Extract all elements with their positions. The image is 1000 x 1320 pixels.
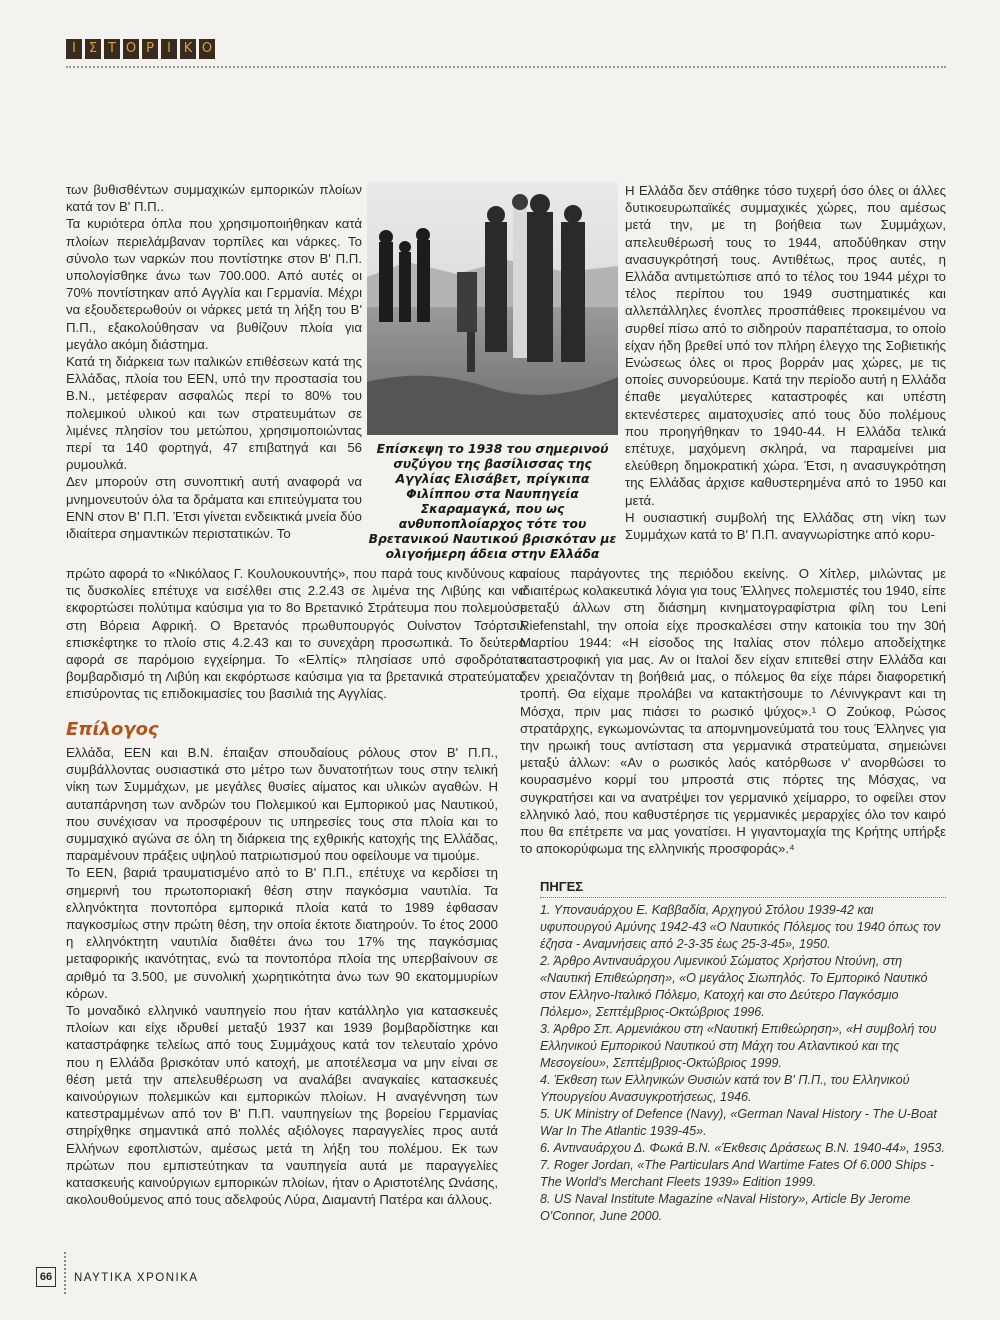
right-wide-column [520, 565, 946, 857]
paragraph: Κατά τη διάρκεια των ιταλικών επιθέσεων κατά της Ελλάδας, πλοία του ΕΕΝ, υπό την προστασία του Β.Ν., μετέφεραν ασφαλώς περί το 80% του πολεμικού υλικού και των στρατευμάτων σε λιμένες πλησίον του μετώπου, χρησιμοποιώντας περί τα 140 φορτηγά, 47 επιβατηγά και 56 ρυμουλκά. [66, 354, 362, 473]
epilogue-column [66, 744, 498, 1208]
section-letter: Ι [161, 39, 177, 59]
section-letter: Σ [85, 39, 101, 59]
paragraph: φαίους παράγοντες της περιόδου εκείνης. Ο Χίτλερ, μιλώντας με ιδιαιτέρως κολακευτικά λόγια για τους Έλληνες πολεμιστές του 1940, είπε μεταξύ άλλων στη διάσημη κινηματογραφίστρια φίλη του Leni Riefenstahl, την οποία είχε προσκαλέσει στην κατοικία του την 30ή Μαρτίου 1944: «Η είσοδος της Ιταλίας στον πόλεμο αποδείχτηκε καταστροφική για μας. Αν οι Ιταλοί δεν είχαν επιτεθεί στην Ελλάδα και δεν χρειαζόνταν τη βοήθειά μας, ο πόλεμος θα είχε πάρει διαφορετική τροπή. Θα είχαμε προλάβει να κατακτήσουμε το Λένινγκραντ και τη Μόσχα, πριν μας πιάσει το ρωσικό ψύχος».¹ Ο Ζούκοφ, Ρώσος στρατάρχης, εγκωμονώντας τα απομνημονεύματά του τους Έλληνες για την ηρωική τους αντίσταση στα γερμανικά στρατεύματα, σημειώνει μεταξύ άλλων: «Αν ο ρωσικός λαός κατόρθωσε ν' ανορθώσει το κουρασμένο κορμί του μπροστά στις πόρτες της Μόσχας, να συγκρατήσει και να ανατρέψει τον γερμανικό χείμαρρο, το οφείλει στον ελληνικό λαό, που καθυστέρησε τις γερμανικές μεραρχίες όλο τον καιρό που θα επέτρεπε να μας γονατίσει. Η γιγαντομαχία της Κρήτης υπήρξε το αποκορύφωμα της ελληνικής προσφοράς».⁴ [520, 566, 946, 857]
historical-photo [367, 182, 618, 435]
sources-list [540, 902, 946, 1225]
section-letter: Τ [104, 39, 120, 59]
source-item: 5. UK Ministry of Defence (Navy), «German Naval History - The U-Boat War In The Atlantic 1939-45». [540, 1107, 937, 1138]
section-letter: Ο [199, 39, 215, 59]
source-item: 1. Υποναυάρχου Ε. Καββαδία, Αρχηγού Στόλου 1939-42 και υφυπουργού Αμύνης 1942-43 «Ο Ναυτικός Πόλεμος του 1940 όπως τον έζησα - Αναμνήσεις από 2-3-35 έως 25-3-45», 1950. [540, 903, 941, 951]
section-letter: Ι [66, 39, 82, 59]
source-item: 3. Άρθρο Σπ. Αρμενιάκου στη «Ναυτική Επιθεώρηση», «Η συμβολή του Ελληνικού Εμπορικού Ναυτικού στη Μάχη του Ατλαντικού και της Μεσογείου», Σεπτέμβριος-Οκτώβριος 1999. [540, 1022, 937, 1070]
epilogue-title: Επίλογος [66, 719, 159, 740]
paragraph: πρώτο αφορά το «Νικόλαος Γ. Κουλουκουντής», που παρά τους κινδύνους και τις δυσκολίες επέτυχε να εισέλθει στις 2.2.43 σε λιμένα της Λιβύης και να εκφορτώσει πολύτιμα καύσιμα για το 8ο Βρετανικό Στράτευμα που πολεμούσε στη Βόρεια Αφρική. Ο Βρετανός πρωθυπουργός Ουίνστον Τσόρτσιλ επισκέφτηκε το πλοίο στις 4.2.43 και το συνεχάρη προσωπικά. Το δεύτερο αφορά σε παρόμοιο εγχείρημα. Το «Ελπίς» πλησίασε υπό σφοδρότατο βομβαρδισμό τη Λιβύη και εκφόρτωσε καύσιμα για τα βρετανικά στρατεύματα, επισύροντας τις επιδοκιμασίες του βασιλιά της Αγγλίας. [66, 566, 526, 702]
paragraph: Η Ελλάδα δεν στάθηκε τόσο τυχερή όσο όλες οι άλλες δυτικοευρωπαϊκές συμμαχικές χώρες, που αμέσως μετά την, με τη βοήθεια των Συμμάχων, απελευθέρωσή τους το 1944, αποδύθηκαν στην ανασυγκρότησή τους. Αντιθέτως, προς αυτές, η Ελλάδα αντιμετώπισε από το τέλος του 1944 μέχρι το τέλος περίπου του 1949 συστηματικές και αλλεπάλληλες ένοπλες προσπάθειες προκειμένου να συρθεί πίσω από το σιδηρούν παραπέτασμα, το οποίο είχαν ήδη βρεθεί υπό τον πλήρη έλεγχο της Σοβιετικής Ενώσεως όλες οι προς βορράν μας χώρες, με τις οποίες συνορεύουμε. Κατά την περίοδο αυτή η Ελλάδα έπαθε μεγαλύτερες καταστροφές και υπέστη εκτενέστερες αιματοχυσίες από τους δύο πολέμους που προηγήθηκαν το 1940-44. Η Ελλάδα τελικά επέτυχε, μαχόμενη σκληρά, να παραμείνει μια ελεύθερη δημοκρατική χώρα. Έτσι, η ανασυγκρότηση της Ελλάδας άρχισε καθυστερημένα από το 1950 και μετά. [625, 183, 946, 508]
source-item: 7. Roger Jordan, «The Particulars And Wartime Fates Of 6.000 Ships - The World's Merchant Fleets 1939» Edition 1999. [540, 1158, 935, 1189]
source-item: 4. Έκθεση των Ελληνικών Θυσιών κατά τον Β' Π.Π., του Ελληνικού Υπουργείου Ανασυγκροτήσεως, 1946. [540, 1073, 910, 1104]
source-item: 2. Άρθρο Αντιναυάρχου Λιμενικού Σώματος Χρήστου Ντούνη, στη «Ναυτική Επιθεώρηση», «Ο μεγάλος Σιωπηλός. Το Εμπορικό Ναυτικό στον Ελληνο-Ιταλικό Πόλεμο, Κατοχή και στο Δεύτερο Παγκόσμιο Πόλεμο», Σεπτέμβριος-Οκτώβριος 1996. [540, 954, 928, 1019]
header-divider [66, 66, 946, 68]
footer-divider [64, 1252, 66, 1294]
sources-title: ΠΗΓΕΣ [540, 879, 584, 894]
source-item: 6. Αντιναυάρχου Δ. Φωκά Β.Ν. «Έκθεσις Δράσεως Β.Ν. 1940-44», 1953. [540, 1141, 945, 1155]
paragraph: Το ΕΕΝ, βαριά τραυματισμένο από το Β' Π.Π., επέτυχε να κερδίσει τη σημερινή του πρωτοποριακή θέση στην παγκόσμια ναυτιλία. Τα ελληνόκτητα ποντοπόρα εμπορικά πλοία κατά το 1989 έφθασαν παγκοσμίως στην πρώτη θέση, την οποία έκτοτε διατηρούν. Το έτος 2000 η ελληνόκτητη ναυτιλία διαθέτει άνω του 17% της παγκόσμιας μεταφορικής ικανότητας, ενώ τα ποντοπόρα πλοία της υπερβαίνουν σε αριθμό τα 3.500, με συνολική χωρητικότητα άνω των 90 εκατομμυρίων κόρων. [66, 865, 498, 1001]
left-wide-column [66, 565, 526, 703]
section-letter: Κ [180, 39, 196, 59]
page-number: 66 [36, 1267, 56, 1287]
paragraph: Ελλάδα, ΕΕΝ και Β.Ν. έπαιξαν σπουδαίους ρόλους στον Β' Π.Π., συμβάλλοντας ουσιαστικά στο μέτρο των δυνατοτήτων τους στην τελική νίκη των Συμμάχων, με μεγάλες θυσίες αίματος και υλικών αγαθών. Η αυταπάρνηση των ανδρών του Πολεμικού και Εμπορικού μας Ναυτικού, που συνέχισαν να προσφέρουν τις υπηρεσίες τους στα πλοία και το συμμαχικό αγώνα σε όλη τη διάρκεια της εχθρικής κατοχής της Ελλάδας, παραμένουν πράξεις υψηλού πατριωτισμού που οφείλουμε να τιμούμε. [66, 745, 498, 864]
paragraph: των βυθισθέντων συμμαχικών εμπορικών πλοίων κατά τον Β' Π.Π.. [66, 182, 362, 215]
paragraph: Δεν μπορούν στη συνοπτική αυτή αναφορά να μνημονευτούν όλα τα δράματα και επιτεύγματα του ΕΝΝ στον Β' Π.Π. Έτσι γίνεται ενδεικτικά μνεία δύο ιδιαίτερα σημαντικών περιστατικών. Το [66, 474, 362, 542]
right-column [625, 182, 946, 543]
source-item: 8. US Naval Institute Magazine «Naval History», Article By Jerome O'Connor, June 2000. [540, 1192, 911, 1223]
left-column [66, 181, 362, 542]
magazine-title: ΝΑΥΤΙΚΑ ΧΡΟΝΙΚΑ [74, 1272, 199, 1284]
paragraph: Το μοναδικό ελληνικό ναυπηγείο που ήταν κατάλληλο για κατασκευές πλοίων και είχε ιδρυθεί μεταξύ 1937 και 1939 βομβαρδίστηκε και καταστράφηκε τελείως από τους Συμμάχους κατά τον τελευταίο χρόνο που η Ελλάδα βρισκόταν υπό κατοχή, με αποτέλεσμα να μην είναι σε θέση μετά την απελευθέρωση να αναλάβει αναγκαίες κατασκευές καινούργιων πολεμικών και εμπορικών πλοίων. Η αναγέννηση των κατεστραμμένων από τον Β' Π.Π. ναυπηγείων της βορείου Γερμανίας στηρίχθηκε σημαντικά από πολλές αξιόλογες παραγγελίες προς αυτά Ελλήνων εφοπλιστών, αμέσως μετά τη λήξη του πολέμου. Εκ των πρώτων που εμπιστεύτηκαν τα ναυπηγεία αυτά με παραγγελίες κατασκευής καινούργιων εμπορικών πλοίων, ήταν ο Αριστοτέλης Ωνάσης, ακολουθούμενος από τους αδελφούς Λύρα, Διαμαντή Πατέρα και άλλους. [66, 1003, 498, 1208]
sources-divider [540, 897, 946, 898]
section-letter: Ο [123, 39, 139, 59]
photo-illustration [367, 182, 618, 435]
section-tag [66, 39, 218, 61]
photo-caption: Επίσκεψη το 1938 του σημερινού συζύγου της βασίλισσας της Αγγλίας Ελισάβετ, πρίγκιπα Φιλίππου στα Ναυπηγεία Σκαραμαγκά, που ως ανθυποπλοίαρχος τότε του Βρετανικού Ναυτικού βρισκόταν με ολιγοήμερη άδεια στην Ελλάδα [368, 442, 617, 561]
paragraph: Η ουσιαστική συμβολή της Ελλάδας στη νίκη των Συμμάχων κατά το Β' Π.Π. αναγνωρίστηκε από κορυ- [625, 509, 946, 543]
section-letter: Ρ [142, 39, 158, 59]
paragraph: Τα κυριότερα όπλα που χρησιμοποιήθηκαν κατά πλοίων περιελάμβαναν τορπίλες και νάρκες. Το σύνολο των ναρκών που ποντίστηκε στον Β' Π.Π. υπολογίσθηκε άνω των 700.000. Από αυτές οι 70% ποντίστηκαν από Αγγλία και Γερμανία. Μέχρι να εξουδετερωθούν οι νάρκες μετά τη λήξη του Β' Π.Π., εξακολούθησαν να βυθίζουν πλοία για μεγάλο ακόμη διάστημα. [66, 216, 362, 352]
